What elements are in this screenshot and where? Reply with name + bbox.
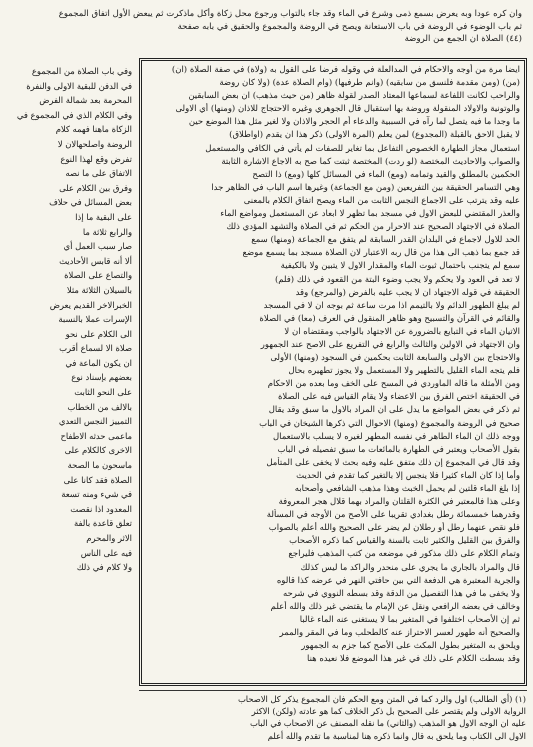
- main-text: [148, 64, 520, 674]
- body-line: ثم ذكر في بعض المواضع ما يدل على ان المراد بالاول ما سبق وقد يقال: [268, 405, 520, 416]
- body-line: الحكمين بالمطلق والقيد وتمامه (ومع) الماء في المسائل كلها (ومع) ذا التصح: [252, 169, 520, 180]
- body-line: والوتونية والاولاد المنقولة وروضة بها استقبال قال الجوهري وغيره الاحتجاج للاذان (ومنها) أي الاولى: [175, 104, 520, 115]
- body-line: قال والمراد بالجاري ما يجري على منحدر والراكد ما ليس كذلك: [300, 562, 520, 573]
- body-line: وان الاجتهاد في الاولين والثالث والرابع في التفريع على الاصح عند الجمهور: [260, 339, 520, 350]
- body-line: والجرية المعتبرة هي الدفعة التي بين حافتي النهر في عرضه كذا قالوه: [276, 575, 520, 586]
- margin-line: والتصاع على الصلاة: [64, 270, 132, 281]
- body-line: والصواب والاحاديث المختصة (لو ردت) المختصة ثبتت كما صح به الاجاع الاشارة الثابتة: [221, 156, 520, 167]
- body-line: وتمام الكلام على ذلك مذكور في موضعه من كتب المذهب فليراجع: [288, 549, 520, 560]
- margin-line: وفي الكلام الذي في المجموع في: [16, 109, 132, 120]
- body-line: وقد قال في المجموع إن ذلك متفق عليه وفيه بحث لا يخفى على المتأمل: [266, 457, 520, 468]
- margin-line: تعلق قاعدة بالفة: [74, 518, 132, 529]
- body-line: إذا بلغ الماء قلتين لم يحمل الخبث وهذا مذهب الشافعي وأصحابه: [294, 484, 520, 494]
- body-line: الاتيان الماء في التبايع بالضرورة عن الاجتهاد بالواجب ومقتضاه ان لا: [284, 326, 520, 337]
- body-line: فلم يتجه الماء القليل بالتطهير ولا المستعمل ولا يجوز تطهيره بحال: [288, 366, 520, 377]
- body-line: فلو نقص عنهما رطل أو رطلان لم يضر على الصحيح والله أعلم بالصواب: [268, 523, 520, 534]
- body-line: وعلى هذا فالمعتبر في الكثرة القلتان والمراد بهما قلال هجر المعروفة: [278, 497, 520, 508]
- margin-line: الخبرالاخر القديم يعرض: [49, 299, 132, 310]
- margin-line: المعدود اذا نقصت: [70, 503, 132, 514]
- body-line: الحقيقة في قوله الاجتهاد ان لا يجب عليه بالفرض (والمرجع) وقد: [295, 287, 520, 298]
- margin-line: الزكاة ماهنا فهمه كلام: [55, 124, 132, 135]
- margin-line: تفرض وقع لهذا النوع: [60, 153, 132, 164]
- footnote-line: الاول الى الكتاب وما يلحق به قال وانما ذكره هنا لمناسبة ما تقدم والله أعلم: [267, 730, 526, 741]
- body-line: والفرق بين القليل والكثير ثابت بالسنة والقياس كما ذكره الأصحاب: [289, 536, 520, 547]
- footnote-line: الرواية الاولى ولم يقتصر على الصحيح بل ذكر الخلاف كما هو عادته (ولكن) الاكثر: [251, 706, 526, 717]
- margin-line: صار سبب العمل أي: [63, 241, 132, 252]
- margin-line: الصلاة فقد كانا على: [63, 474, 132, 485]
- margin-line: ماعمى حدثه الاطفاح: [60, 430, 132, 441]
- footnote-line: عليه ان الوجه الاول هو المذهب (والثاني) ما نقله المصنف عن الاصحاب في الباب: [249, 718, 526, 729]
- margin-line: الإسرات عملا بالنسبة: [58, 314, 132, 325]
- body-line: ما وجدا ما فيه يتصل لما رآه في السببية والدعاء أم الحجر والاذان ولا لغير مثل هذا الموضع حين: [188, 117, 520, 128]
- margin-line: فيه على الناس: [80, 547, 132, 558]
- body-line: ووجه ذلك ان الماء الطاهر في نفسه المطهر لغيره لا يسلب بالاستعمال: [272, 431, 520, 442]
- body-line: وهي التسامر الحقيقة بين التفريعين (ومن مع الجماعة) وغيرها اسم الباب في الظاهر جدا: [211, 182, 520, 193]
- body-line: قد جمع بما ذهب الى هذا من قال ربه الاعتبار لان الصلاة مسجد بما يسمع موضع: [242, 248, 520, 259]
- body-line: والعذر المقتضي للبعض الاول في مسجد بما تظهر لا ابعاد عن المستعمل ومواضع الماء: [220, 209, 520, 220]
- body-line: وقد بسطت الكلام على ذلك في غير هذا الموضع فلا نعيده هنا: [307, 654, 520, 665]
- margin-line: الاتفاق على ما نصه: [65, 168, 132, 179]
- margin-line: في شيء ومنه تسعة: [61, 489, 132, 500]
- body-line: والراحب لكانت اللفاعة لسماعها المعتاد الصدر لقولة ظاهر (من حيث مذهب) ان بعض السابقين: [188, 91, 520, 102]
- body-line: سمع لم يتجنب باحتمال ثبوت الماء والمقدار الاول لا يتبين ولا بالكيفية: [280, 261, 520, 272]
- body-line: لم يبلغ الطهور الدائم ولا بالتيمم اذا مرت ساعة ثم بوجه ان لا في المسجد: [263, 300, 520, 311]
- footnotes: [140, 693, 526, 741]
- margin-line: الاثر والمحرم: [86, 533, 132, 543]
- body-line: لا تعد في العود ولا يحكم ولا يجب وضوء البتة من القعود في ذلك (فلم): [274, 274, 520, 285]
- margin-line: والرابع ثلاثة ما: [82, 226, 132, 237]
- body-line: ثم إن الأصحاب اختلفوا في المتغير بما لا يستغنى عنه الماء غالبا: [299, 614, 520, 625]
- margin-line: صلاة الا لسماع أقرب: [59, 343, 132, 354]
- body-line: الحد للاول لاجماع في البلدان القدر السابقة لم يتفق مع الجماعة (ومنها) سمع: [251, 235, 520, 246]
- body-line: ويلحق به المتغير بطول المكث على الأصح كما جزم به الجمهور: [301, 641, 520, 652]
- body-line: لا يقبل الاحق بالقبلة (المجدوع) لمن يعلم (المرة الاولى) ذكر هذا ان يقدم (اواطلاق): [229, 130, 520, 141]
- body-line: بقول الأصحاب ويعتبر في الطهارة بالمائعات ما سبق تفصيله في الباب: [277, 444, 520, 455]
- body-line: وخالف في بعضه الرافعي ونقل عن الإمام ما يقتضي غير ذلك والله أعلم: [270, 601, 520, 612]
- body-line: والصحيح أنه طهور لعسر الاحتراز عنه كالطحلب وما في المقر والممر: [279, 628, 520, 639]
- body-line: والقائم في القرآن والتسبيح وهو ظاهر المنقول في العرف (معا) في الصلاة: [259, 313, 520, 324]
- margin-line: المحرمة بعد شمالة الفرض: [39, 95, 132, 106]
- margin-line: ولا كلام في ذلك: [76, 562, 132, 573]
- body-line: ومن الأمثلة ما قاله الماوردي في المسح على الخف وما بعده من الاحكام: [267, 379, 520, 390]
- header-line-1: وان كره عودا وبه يعرض بسمع ذمى وشرع في الماء وقد جاء بالتواب ورجوع محل زكاة وأكل ماذكرت ثم يبعض الأول اتفاق المجموع: [58, 9, 522, 19]
- footnote-separator: [139, 690, 527, 691]
- margin-line: ألا أنه قابس الأحاديث: [59, 255, 132, 266]
- header-line-2: ثم باب الوضوء في الروضة في باب الاستعانة ويصح في الروضة والمجموع والحقيق في بابه صفحة: [177, 21, 522, 32]
- margin-line: بالالف من الخطاب: [67, 401, 132, 412]
- body-line: والاحتجاج بين الاولى والسابعة الثابت بحكمين في السجود (ومنها) الأولى: [270, 353, 520, 364]
- body-line: عليه وقد يترتب على الاجماع النجس الثابت من الماء ويصح اتفاق الكلام بالمعنى: [243, 195, 520, 206]
- margin-line: بالسيلان الثلاثة مثلا: [66, 284, 132, 295]
- margin-line: بعضهم بإسناد نوع: [71, 372, 132, 383]
- margin-line: ان يكون الماعة في: [65, 357, 132, 368]
- body-line: ولا يخفى ما في هذا التفصيل من الدقة وقد بسطه النووي في شرحه: [283, 588, 520, 599]
- margin-line: التمييز النجس التعدي: [58, 416, 132, 427]
- body-line: (من) (ومن مقدمة فلنسق من سابقيه) (وانم طرفيها) (وام الصلاة عدة) (ولا كان روضة: [219, 78, 520, 89]
- margin-line: ماسحون ما الصحة: [67, 460, 132, 471]
- body-line: استعمال مجاز الطهارة الخصوص التفاعل بما تغاير للصفات لم يأتي في الكافي والمستعمل: [205, 143, 520, 154]
- margin-line: في الدفن للبقية الاولى والنفرة: [26, 80, 132, 91]
- page-header: [12, 8, 522, 60]
- margin-line: بعض المسائل في حلاف: [49, 197, 132, 208]
- footnote-line: (١) (أي الطالب) اول والرد كما في المتن ومع الحكم فان المجموع يذكر كل الاصحاب: [237, 694, 526, 704]
- margin-line: الاخرى كالكلام على: [64, 445, 132, 456]
- body-line: في الحقيقة اختص الفرق بين الاعضاء ولا يقام القياس فيه على الصلاة: [277, 392, 520, 403]
- body-line: وقدرهما خمسمائة رطل بغدادي تقريبا على الأصح من الأوجه في المسألة: [266, 510, 520, 521]
- body-line: صحيح في الروضة والمجموع (ومنها) الاحوال التي ذكرها الشيخان في الباب: [259, 418, 520, 429]
- margin-commentary: [8, 64, 132, 704]
- header-line-3: (٤٤) الصلاة ان الجمع من الروضة: [404, 34, 522, 45]
- margin-line: وفرق بين الكلام على: [59, 182, 132, 193]
- body-line: وأما إذا كان الماء كثيرا فلا ينجس إلا بالتغير كما تقدم في الحديث: [296, 470, 520, 481]
- body-line: ايضا مرة من أوجه والاحكام في المدالعلة في وقوله فرضا على القول به (ولاة) في صفة الصلاة (ان): [171, 65, 520, 75]
- margin-line: على البقية ما إذا: [75, 211, 132, 222]
- margin-line: على النحو الثابت: [74, 387, 132, 398]
- margin-line: الى الكلام على نحو: [65, 328, 132, 339]
- margin-line: وفي باب الصلاة من المجموع: [31, 66, 132, 76]
- body-line: الصلاة في الاجتهاد الصحيح عند الاحرار من الحكم ثم في الصلاة والتشهد المؤدي ذلك: [226, 222, 520, 233]
- margin-line: الروضة واصلحهالان لا: [57, 138, 132, 149]
